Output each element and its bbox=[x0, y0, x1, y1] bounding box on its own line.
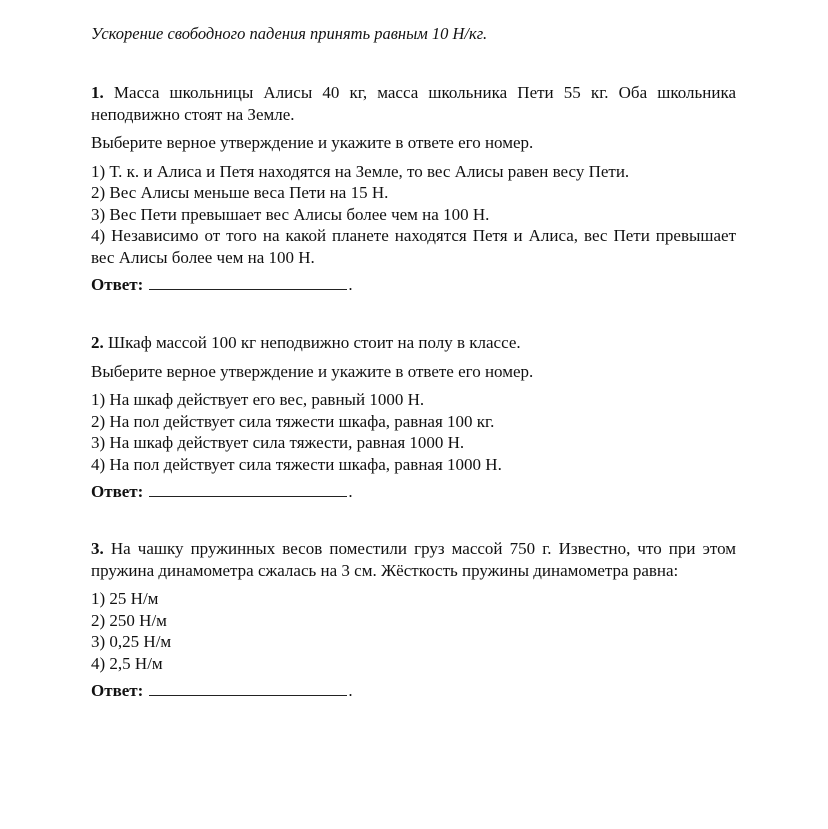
task-2-options bbox=[91, 389, 736, 475]
task-1-question-text: Масса школьницы Алисы 40 кг, масса школьника Пети 55 кг. Оба школьника неподвижно стоят на Земле. bbox=[91, 83, 737, 124]
task-1-answer-field[interactable] bbox=[149, 274, 347, 290]
task-2-answer-period: . bbox=[348, 482, 353, 501]
task-1 bbox=[91, 82, 736, 296]
task-2-question bbox=[91, 332, 736, 354]
task-2-answer bbox=[91, 481, 736, 503]
task-1-question bbox=[91, 82, 736, 125]
task-3-option-3: 3) 0,25 Н/м bbox=[91, 632, 172, 651]
task-2-option-1: 1) На шкаф действует его вес, равный 1000 Н. bbox=[91, 390, 425, 409]
intro-note: Ускорение свободного падения принять равным 10 Н/кг. bbox=[91, 24, 488, 43]
task-3-option-1: 1) 25 Н/м bbox=[91, 589, 159, 608]
task-2-answer-label: Ответ: bbox=[91, 482, 144, 501]
task-2-number: 2. bbox=[91, 333, 104, 352]
task-1-answer-label: Ответ: bbox=[91, 275, 144, 294]
task-1-answer bbox=[91, 274, 736, 296]
task-3-number: 3. bbox=[91, 539, 104, 558]
task-3-answer bbox=[91, 680, 736, 702]
task-3-option-4: 4) 2,5 Н/м bbox=[91, 653, 163, 673]
task-1-option-2: 2) Вес Алисы меньше веса Пети на 15 Н. bbox=[91, 183, 389, 202]
task-3-answer-period: . bbox=[348, 681, 353, 700]
task-2-question-text: Шкаф массой 100 кг неподвижно стоит на полу в классе. bbox=[108, 333, 521, 352]
task-3-answer-label: Ответ: bbox=[91, 681, 144, 700]
task-3-options bbox=[91, 588, 736, 674]
task-1-option-3: 3) Вес Пети превышает вес Алисы более чем на 100 Н. bbox=[91, 204, 490, 224]
task-1-options bbox=[91, 161, 736, 269]
task-2-option-2: 2) На пол действует сила тяжести шкафа, равная 100 кг. bbox=[91, 411, 495, 431]
task-1-answer-period: . bbox=[348, 275, 353, 294]
task-3-option-2: 2) 250 Н/м bbox=[91, 610, 167, 630]
task-2-instruction: Выберите верное утверждение и укажите в ответе его номер. bbox=[91, 361, 534, 381]
task-2 bbox=[91, 332, 736, 503]
task-2-option-3: 3) На шкаф действует сила тяжести, равная 1000 Н. bbox=[91, 433, 465, 452]
task-2-option-4: 4) На пол действует сила тяжести шкафа, равная 1000 Н. bbox=[91, 454, 502, 474]
task-2-answer-field[interactable] bbox=[149, 481, 347, 497]
task-3-question bbox=[91, 538, 736, 581]
task-1-number: 1. bbox=[91, 83, 104, 102]
task-1-instruction: Выберите верное утверждение и укажите в ответе его номер. bbox=[91, 133, 534, 152]
task-1-option-4: 4) Независимо от того на какой планете находятся Петя и Алиса, вес Пети превышает вес Алисы более чем на 100 Н. bbox=[91, 226, 736, 267]
task-3 bbox=[91, 538, 736, 702]
task-3-answer-field[interactable] bbox=[149, 680, 347, 696]
task-3-question-text: На чашку пружинных весов поместили груз массой 750 г. Известно, что при этом пружина динамометра сжалась на 3 см. Жёсткость пружины динамометра равна: bbox=[91, 539, 737, 580]
task-1-option-1: 1) Т. к. и Алиса и Петя находятся на Земле, то вес Алисы равен весу Пети. bbox=[91, 161, 630, 181]
